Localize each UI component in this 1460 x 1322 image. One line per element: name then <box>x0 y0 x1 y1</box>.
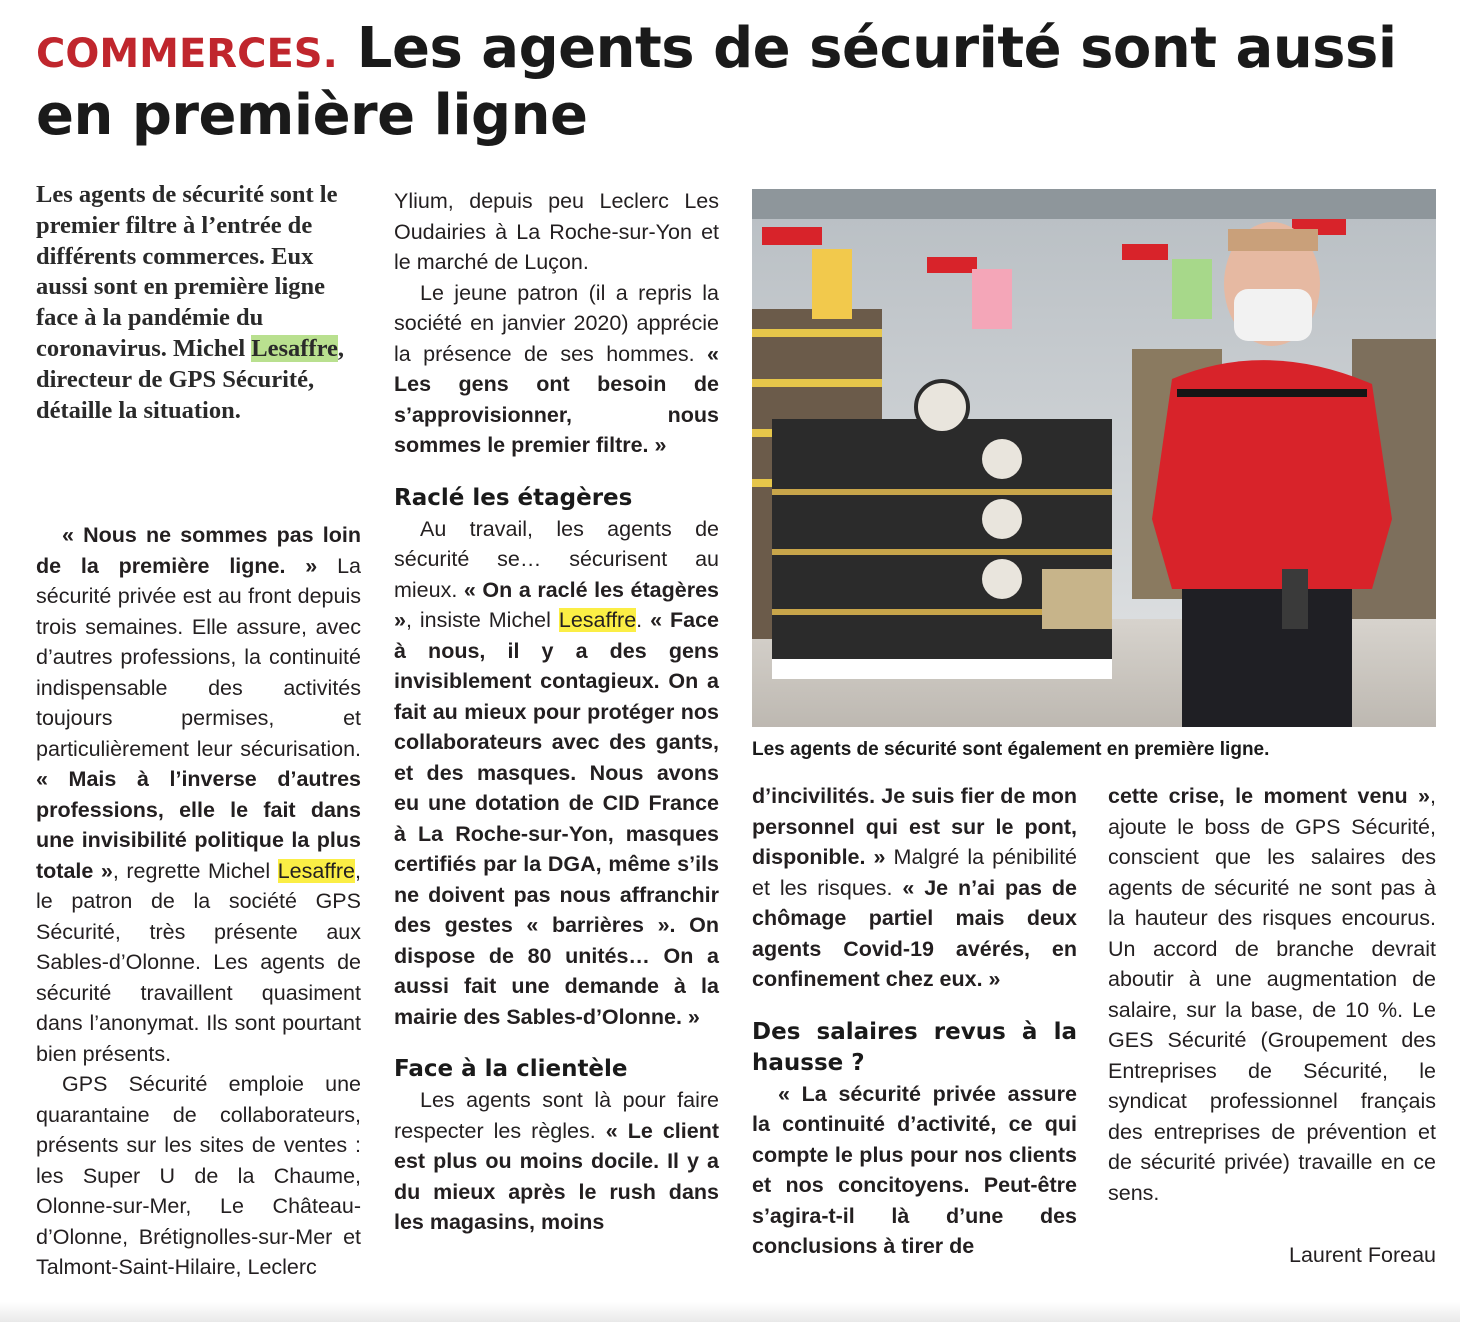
paragraph <box>36 520 361 1069</box>
paragraph <box>394 514 719 1033</box>
body-text: . <box>636 608 651 632</box>
body-text: Malgré la pénibilité et les risques. <box>752 845 1077 900</box>
paragraph <box>394 278 719 461</box>
highlighted-name: Lesaffre <box>277 858 356 883</box>
article-photo <box>752 189 1436 727</box>
body-text: , ajoute le boss de GPS Sécurité, conscient que les salaires des agents de sécurité ne sont pas à la hauteur des risques encourus. Un accord de branche devrait aboutir à une augmentation de salaire, sur la base, de 10 %. Le GES Sécurité (Groupement des Entreprises de Sécurité, le syndicat professionnel français des entreprises de prévention et de sécurité privée) travaille en ce sens. <box>1108 784 1436 1205</box>
body-text: Ylium, depuis peu Leclerc Les Oudairies à La Roche-sur-Yon et le marché de Luçon. <box>394 189 719 274</box>
intro-text: Les agents de sécurité sont le premier filtre à l’entrée de différents commerces. Eux aussi sont en première ligne face à la pandémie du coronavirus. Michel <box>36 181 338 362</box>
quote: « On a raclé les étagères » <box>394 577 719 632</box>
subheading: Raclé les étagères <box>394 484 633 511</box>
highlighted-name: Lesaffre <box>251 334 338 362</box>
highlighted-name: Lesaffre <box>558 608 637 632</box>
body-text: La sécurité privée est au front depuis trois semaines. Elle assure, avec d’autres professions, la continuité indispensable des activités toujours permises, et particulièrement leur sécurisation. <box>36 553 361 761</box>
subheading: Face à la clientèle <box>394 1056 628 1082</box>
column-1 <box>36 520 361 1283</box>
quote: d’incivilités. Je suis fier de mon personnel qui est sur le pont, disponible. » <box>752 784 1077 869</box>
body-text: , regrette Michel <box>112 858 278 883</box>
quote: « La sécurité privée assure la continuité d’activité, ce qui compte le plus pour nos clients et nos concitoyens. Peut-être s’agira-t-il là d’une des conclusions à tirer de <box>752 1081 1077 1258</box>
article-intro <box>36 180 346 426</box>
paragraph <box>36 1069 361 1283</box>
headline <box>36 18 1436 147</box>
quote: « Nous ne sommes pas loin de la première ligne. » <box>36 523 361 578</box>
intro-text-end: , directeur de GPS Sécurité, détaille la situation. <box>36 334 345 424</box>
photo-caption: Les agents de sécurité sont également en première ligne. <box>752 739 1270 760</box>
page-edge <box>0 1302 1460 1322</box>
subheading: Des salaires revus à la hausse ? <box>752 1018 1077 1076</box>
section-kicker: COMMERCES. <box>36 31 338 77</box>
article-title: Les agents de sécurité sont aussi en première ligne <box>36 16 1397 148</box>
paragraph <box>752 1079 1077 1262</box>
body-text: Le jeune patron (il a repris la société en janvier 2020) apprécie la présence de ses hommes. <box>394 280 719 366</box>
body-text: Au travail, les agents de sécurité se… sécurisent au mieux. <box>394 516 719 602</box>
paragraph <box>752 781 1077 995</box>
quote: « Le client est plus ou moins docile. Il y a du mieux après le rush dans les magasins, moins <box>394 1118 719 1234</box>
quote: « Face à nous, il y a des gens invisiblement contagieux. On a fait au mieux pour protéger nos collaborateurs avec des gants, et des masques. Nous avons eu une dotation de CID France à La Roche-sur-Yon, masques certifiés par la DGA, même s’ils ne doivent pas nous affranchir des gestes « barrières ». On dispose de 80 unités… On a aussi fait une demande à la mairie des Sables-d’Olonne. » <box>394 608 720 1029</box>
paragraph <box>394 186 719 278</box>
paragraph <box>1108 781 1436 1208</box>
quote: cette crise, le moment venu » <box>1108 784 1431 808</box>
column-4 <box>1108 781 1436 1208</box>
body-text: , le patron de la société GPS Sécurité, très présente aux Sables-d’Olonne. Les agents de sécurité travaillent quasiment dans l’anonymat. Ils sont pourtant bien présents. <box>36 858 361 1066</box>
quote: « Mais à l’inverse d’autres professions, elle le fait dans une invisibilité politique la plus totale » <box>36 767 361 883</box>
body-text: , insiste Michel <box>405 608 559 632</box>
column-2 <box>394 186 719 1238</box>
quote: « Les gens ont besoin de s’approvisionner, nous sommes le premier filtre. » <box>394 341 719 457</box>
quote: « Je n’ai pas de chômage partiel mais deux agents Covid-19 avérés, en confinement chez eux. » <box>752 875 1077 991</box>
paragraph <box>394 1085 719 1238</box>
author-signature: Laurent Foreau <box>1288 1243 1436 1267</box>
column-3 <box>752 781 1077 1262</box>
display-stand <box>772 381 1112 679</box>
body-text: Les agents sont là pour faire respecter les règles. <box>394 1088 719 1143</box>
store-security-photo <box>752 189 1436 727</box>
body-text: GPS Sécurité emploie une quarantaine de collaborateurs, présents sur les sites de ventes : les Super U de la Chaume, Olonne-sur-Mer, Le Château-d’Olonne, Brétignolles-sur-Mer et Talmont-Saint-Hilaire, Leclerc <box>36 1072 361 1279</box>
